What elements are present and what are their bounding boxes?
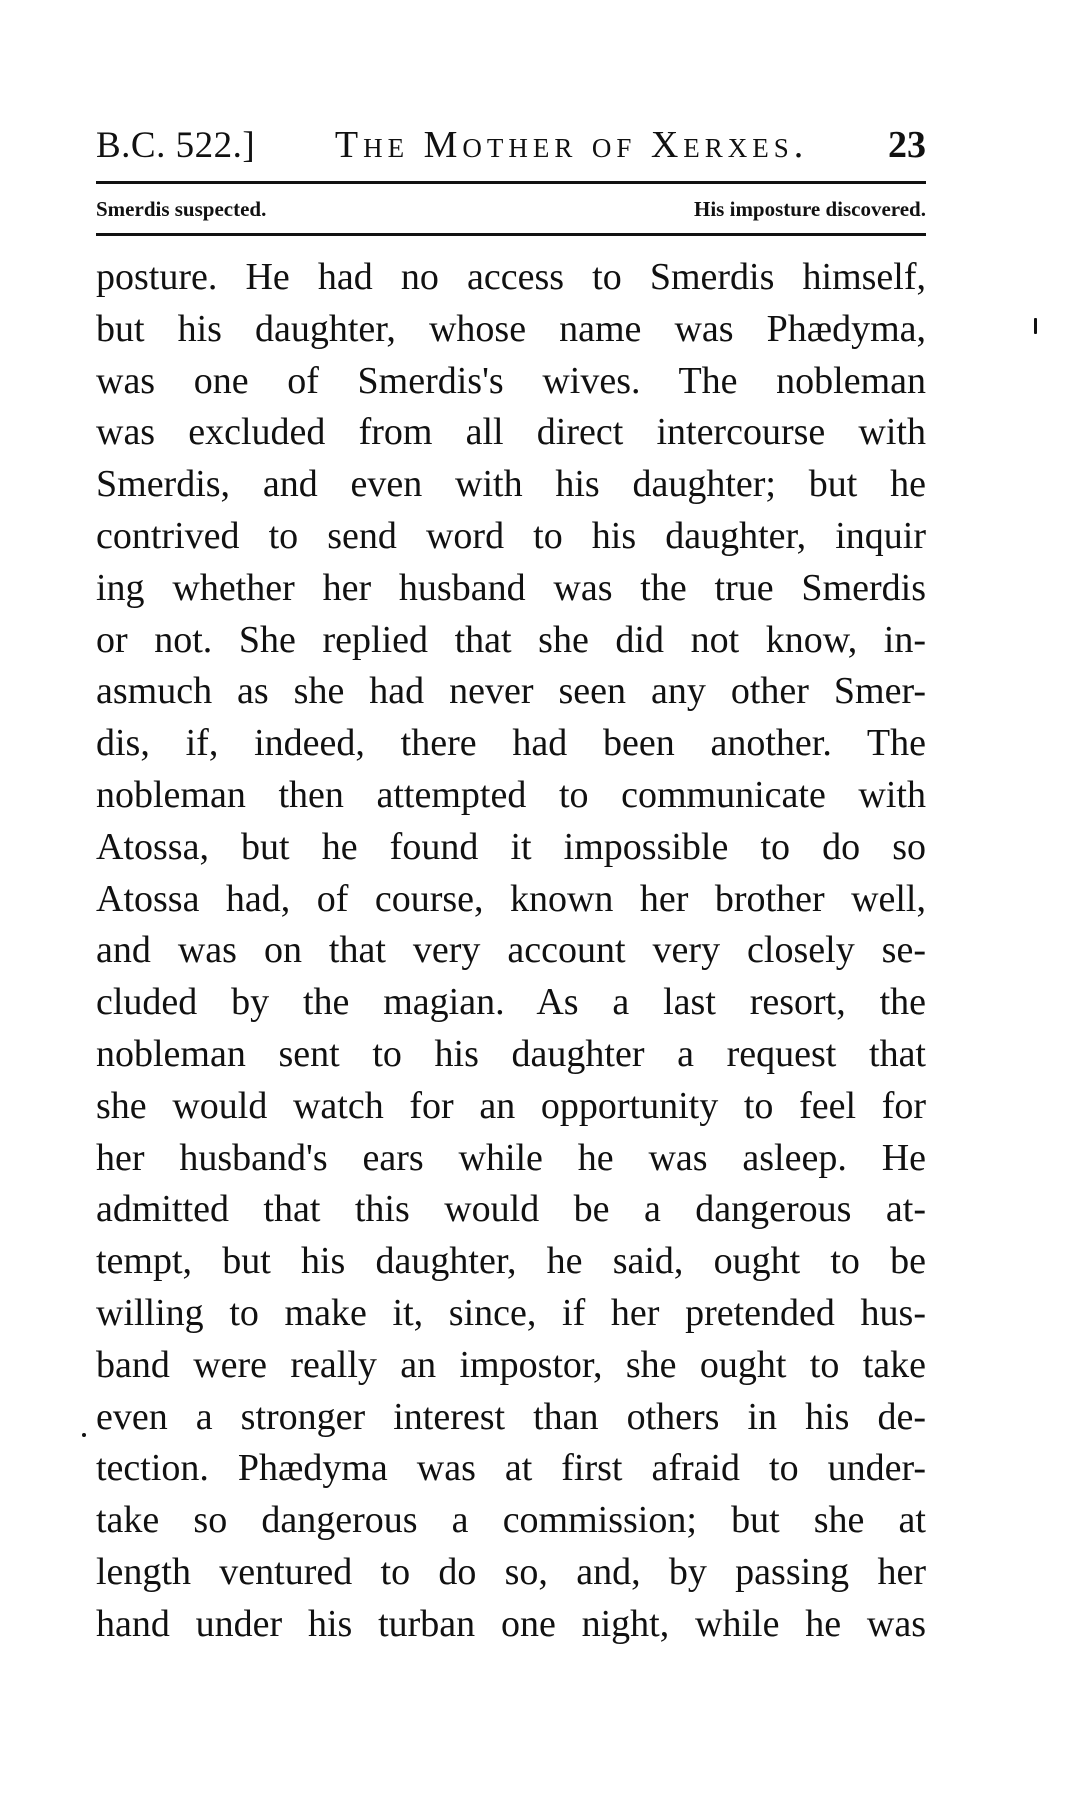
header-rule-bottom [96,233,926,236]
body-text [96,252,926,1651]
text-line: tempt, but his daughter, he said, ought to be [96,1240,926,1283]
text-line: hand under his turban one night, while he was [96,1602,926,1645]
text-line: willing to make it, since, if her pretended hus- [96,1291,926,1334]
text-line: asmuch as she had never seen any other Smer- [96,670,926,713]
text-line: nobleman then attempted to communicate with [96,773,926,816]
header-title: The Mother of Xerxes. [334,124,809,166]
text-line: take so dangerous a commission; but she at [96,1499,926,1542]
text-line: ing whether her husband was the true Smerdis [96,566,926,609]
subheading-bar [96,192,926,226]
text-line: band were really an impostor, she ought to take [96,1343,926,1386]
text-line: tection. Phædyma was at first afraid to under- [96,1447,926,1490]
text-line: even a stronger interest than others in his de- [96,1395,926,1438]
subheading-left: Smerdis suspected. [96,196,267,221]
text-line: length ventured to do so, and, by passing her [96,1550,926,1593]
text-line: was one of Smerdis's wives. The nobleman [96,359,926,402]
subheading-right: His imposture discovered. [694,196,926,221]
header-date: B.C. 522.] [96,124,256,166]
page-number: 23 [887,124,926,166]
text-line: Smerdis, and even with his daughter; but he [96,463,926,506]
text-line: or not. She replied that she did not know, in- [96,618,926,661]
text-line: and was on that very account very closely se- [96,929,926,972]
text-line: Atossa had, of course, known her brother well, [96,877,926,920]
ink-speck [82,1433,86,1437]
running-head [96,118,926,172]
text-line: but his daughter, whose name was Phædyma, [96,307,926,350]
text-line: Atossa, but he found it impossible to do so [96,825,926,868]
text-line: nobleman sent to his daughter a request that [96,1032,926,1075]
text-line: cluded by the magian. As a last resort, the [96,981,926,1024]
text-line: posture. He had no access to Smerdis himself, [96,256,926,298]
text-line: admitted that this would be a dangerous at- [96,1188,926,1231]
header-rule-top [96,181,926,184]
text-line: contrived to send word to his daughter, inquir [96,514,926,557]
text-line: was excluded from all direct intercourse with [96,411,926,454]
text-line: her husband's ears while he was asleep. He [96,1136,926,1179]
ink-speck [1034,318,1037,334]
text-line: she would watch for an opportunity to feel for [96,1084,926,1127]
text-line: dis, if, indeed, there had been another. The [96,722,926,765]
